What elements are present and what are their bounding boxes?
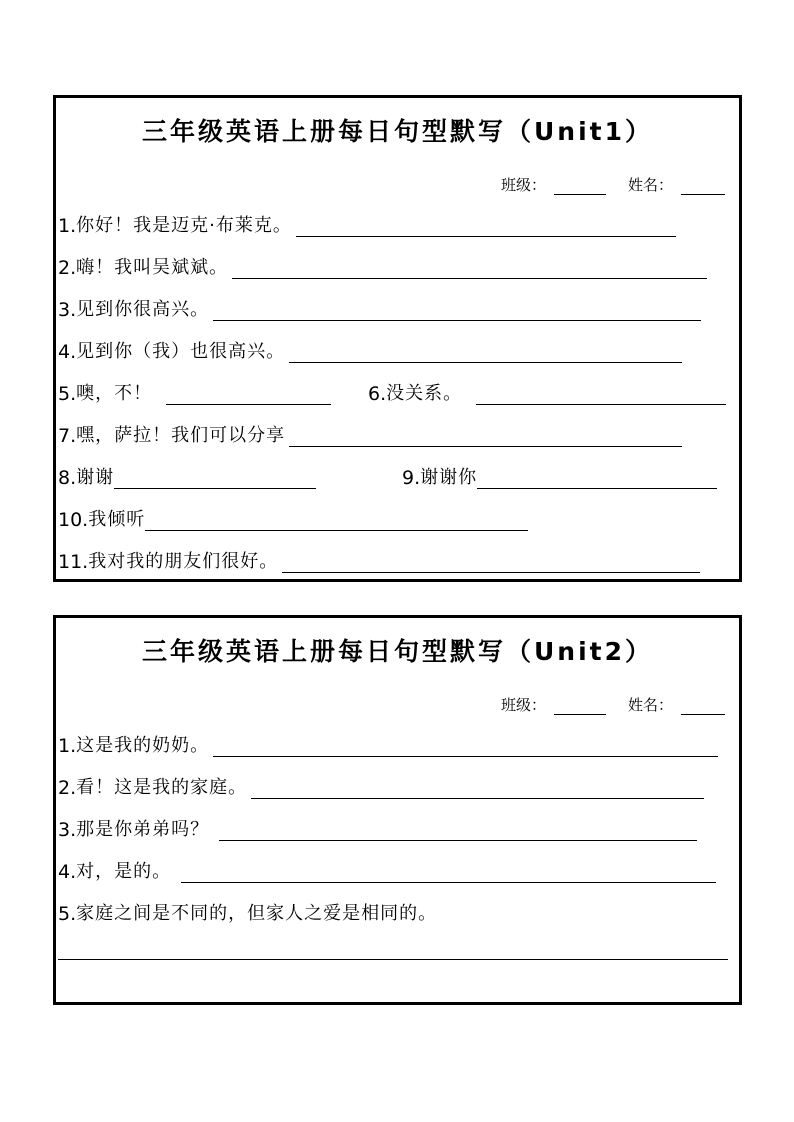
question-text: 家庭之间是不同的，但家人之爱是相同的。 bbox=[76, 903, 438, 924]
question-number: 5. bbox=[58, 383, 77, 405]
name-blank[interactable] bbox=[681, 180, 725, 195]
question-line bbox=[58, 421, 682, 447]
question-text: 噢，不！ bbox=[76, 383, 153, 404]
question-text: 没关系。 bbox=[386, 383, 463, 404]
answer-blank[interactable] bbox=[166, 384, 331, 405]
answer-blank[interactable] bbox=[296, 216, 676, 237]
question-text: 我倾听 bbox=[88, 509, 146, 530]
question-number: 11. bbox=[58, 551, 89, 573]
question-number: 3. bbox=[58, 299, 77, 321]
question-text: 看！这是我的家庭。 bbox=[76, 777, 248, 798]
question-number: 5. bbox=[58, 903, 77, 925]
student-info bbox=[501, 694, 725, 715]
question-line bbox=[58, 815, 697, 841]
question-number: 4. bbox=[58, 861, 77, 883]
class-blank[interactable] bbox=[554, 180, 606, 195]
question-line bbox=[58, 463, 316, 489]
answer-blank[interactable] bbox=[289, 342, 682, 363]
answer-blank[interactable] bbox=[232, 258, 707, 279]
answer-blank[interactable] bbox=[58, 959, 728, 960]
question-line bbox=[58, 547, 700, 573]
question-number: 8. bbox=[58, 467, 77, 489]
question-line bbox=[58, 337, 682, 363]
question-text: 谢谢 bbox=[76, 467, 115, 488]
class-label: 班级： bbox=[500, 176, 546, 194]
question-number: 3. bbox=[58, 819, 77, 841]
class-label: 班级： bbox=[500, 696, 546, 714]
question-number: 2. bbox=[58, 777, 77, 799]
worksheet-unit1 bbox=[53, 95, 742, 582]
name-label: 姓名： bbox=[627, 696, 673, 714]
answer-blank[interactable] bbox=[181, 862, 716, 883]
question-line bbox=[58, 295, 701, 321]
question-number: 10. bbox=[58, 509, 89, 531]
answer-blank[interactable] bbox=[251, 778, 704, 799]
question-number: 1. bbox=[58, 215, 77, 237]
question-number: 1. bbox=[58, 735, 77, 757]
answer-blank[interactable] bbox=[213, 300, 701, 321]
question-number: 6. bbox=[368, 383, 387, 405]
question-line bbox=[58, 773, 704, 799]
question-number: 9. bbox=[402, 467, 421, 489]
answer-blank[interactable] bbox=[213, 736, 718, 757]
question-text: 见到你（我）也很高兴。 bbox=[76, 341, 286, 362]
worksheet-title: 三年级英语上册每日句型默写（Unit2） bbox=[141, 637, 653, 666]
question-text: 嘿，萨拉！我们可以分享 bbox=[76, 425, 286, 446]
name-label: 姓名： bbox=[627, 176, 673, 194]
question-text: 嗨！我叫吴斌斌。 bbox=[76, 257, 229, 278]
answer-blank[interactable] bbox=[114, 468, 316, 489]
name-blank[interactable] bbox=[681, 700, 725, 715]
question-text: 见到你很高兴。 bbox=[76, 299, 210, 320]
question-text: 那是你弟弟吗？ bbox=[76, 819, 210, 840]
question-text: 你好！我是迈克·布莱克。 bbox=[76, 215, 292, 236]
question-line bbox=[58, 253, 707, 279]
question-line bbox=[58, 731, 718, 757]
question-line bbox=[58, 211, 676, 237]
question-number: 7. bbox=[58, 425, 77, 447]
answer-blank[interactable] bbox=[289, 426, 682, 447]
answer-blank[interactable] bbox=[477, 468, 717, 489]
question-line bbox=[58, 379, 331, 405]
answer-blank[interactable] bbox=[219, 820, 697, 841]
student-info bbox=[501, 174, 725, 195]
question-line bbox=[368, 379, 726, 405]
class-blank[interactable] bbox=[554, 700, 606, 715]
question-line bbox=[58, 857, 716, 883]
question-text: 谢谢你 bbox=[420, 467, 478, 488]
answer-blank[interactable] bbox=[476, 384, 726, 405]
question-number: 2. bbox=[58, 257, 77, 279]
worksheet-unit2 bbox=[53, 615, 742, 1005]
question-text: 这是我的奶奶。 bbox=[76, 735, 210, 756]
question-line bbox=[58, 505, 528, 531]
question-text: 对，是的。 bbox=[76, 861, 172, 882]
answer-blank[interactable] bbox=[282, 552, 700, 573]
question-number: 4. bbox=[58, 341, 77, 363]
question-text: 我对我的朋友们很好。 bbox=[88, 551, 279, 572]
answer-blank[interactable] bbox=[145, 510, 528, 531]
worksheet-title: 三年级英语上册每日句型默写（Unit1） bbox=[141, 117, 653, 146]
question-line bbox=[402, 463, 717, 489]
question-line bbox=[58, 899, 437, 925]
